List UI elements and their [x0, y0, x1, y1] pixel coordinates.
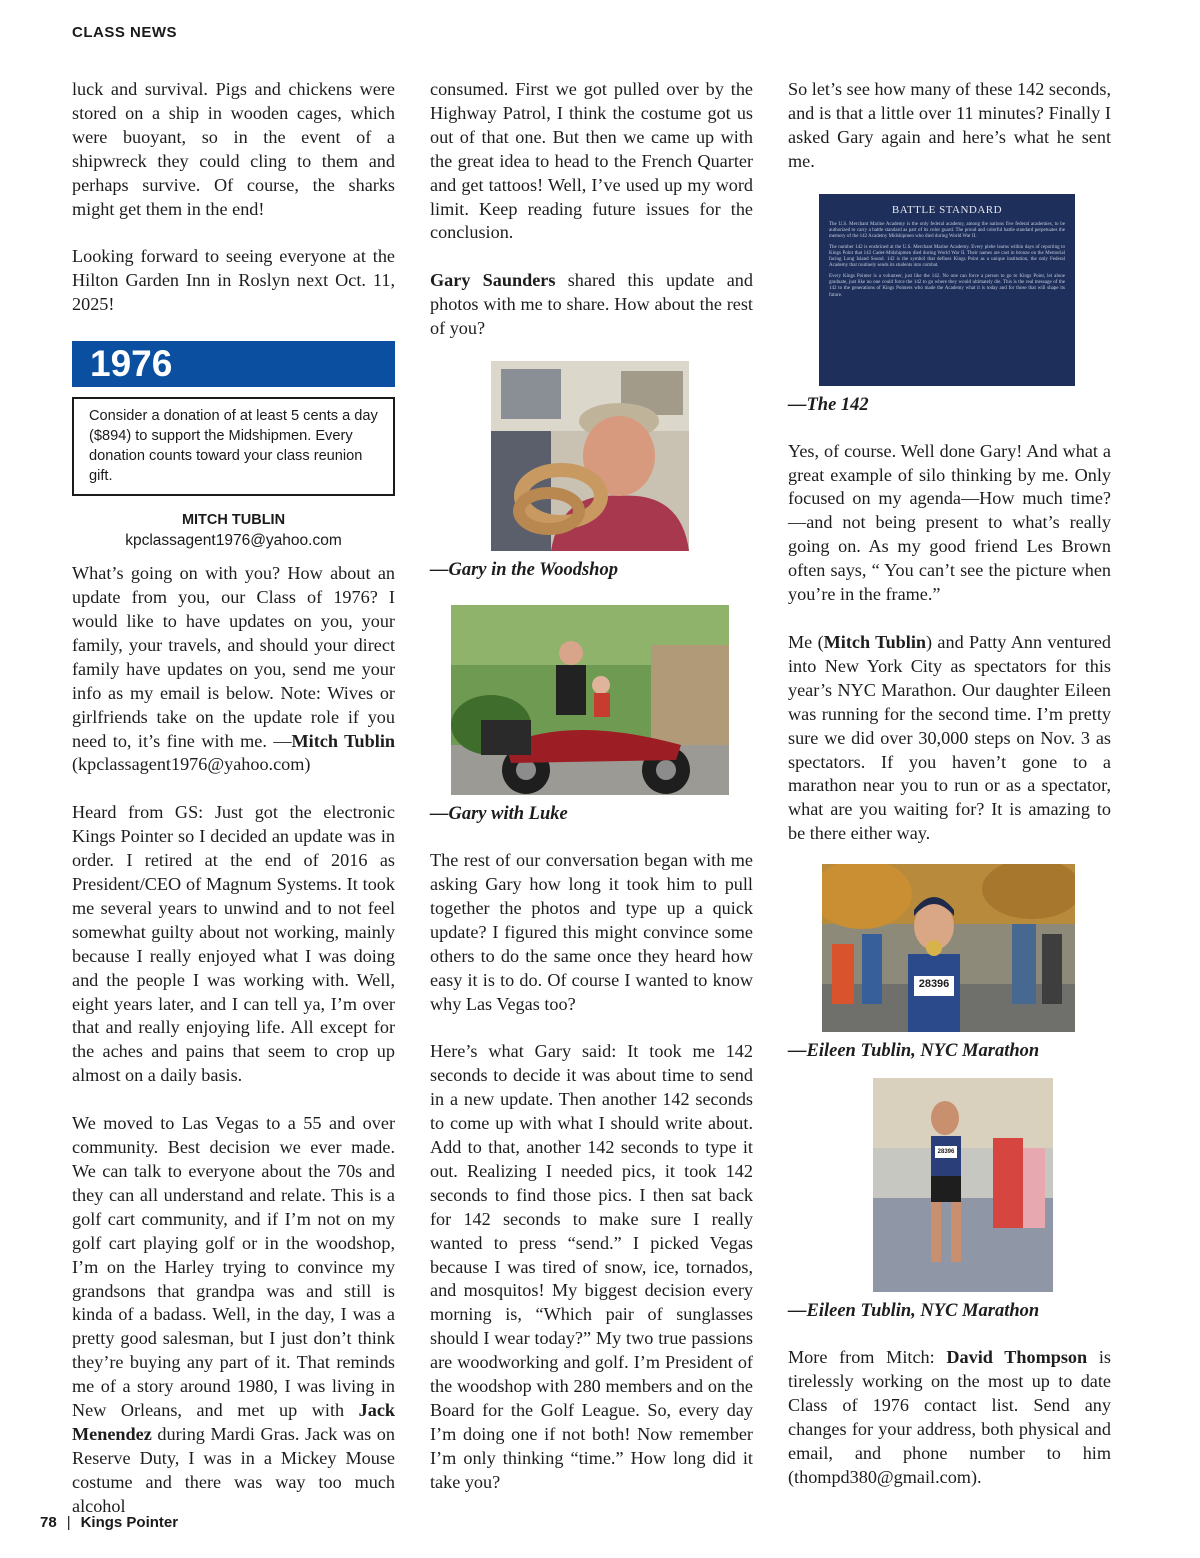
bold-name: Mitch Tublin: [823, 631, 927, 652]
plaque-text: [829, 222, 1065, 299]
article-paragraph: [788, 1346, 1111, 1489]
text-run: is tirelessly working on the most up to date Class of 1976 contact list. Send any changes for your address, both physical and email, and phone number to him (thompd380@gmail.com).: [788, 1347, 1111, 1487]
bold-name: Mitch Tublin: [291, 730, 396, 751]
photo-caption: —Gary in the Woodshop: [430, 560, 618, 581]
photo-eileen-marathon-2: [873, 1078, 1053, 1292]
section-header: CLASS NEWS: [72, 24, 178, 41]
article-paragraph: consumed. First we got pulled over by the Highway Patrol, I think the costume got us out of that one. But then we came up with the great idea to head to the French Quarter and get tattoos! Well, I’ve used up my word limit. Keep reading future issues for the conclusion.: [430, 79, 753, 243]
article-paragraph: [788, 631, 1111, 846]
article-paragraph: [72, 562, 395, 777]
plaque-paragraph: The number 142 is enshrined at the U.S. Merchant Marine Academy. Every plebe learns within days of reporting to Kings Point that 142 Cadet-Midshipmen died during World War II. Their names are cast in bronze on the Memorial facing Long Island Sound. 142 is the symbol that defines Kings Point as a unique institution, the only Federal Academy that routinely sends its students into combat.: [829, 244, 1065, 269]
column-1: [72, 78, 395, 1519]
footer-separator: |: [66, 1514, 71, 1531]
photo-caption: —Eileen Tublin, NYC Marathon: [788, 1041, 1040, 1062]
text-run: What’s going on with you? How about an update from you, our Class of 1976? I would like to have updates on you, your family, your travels, and should your direct family have updates on you, send me your info as my email is below. Note: Wives or girlfriends take on the update role if you need to, it’s fine with me. —: [72, 563, 395, 751]
photo-gary-woodshop: [491, 361, 689, 551]
photo-caption: —Eileen Tublin, NYC Marathon: [788, 1301, 1040, 1322]
column-3: [788, 78, 1111, 1490]
text-run: We moved to Las Vegas to a 55 and over community. Best decision we ever made. We can talk to everyone about the 70s and they can all understand and relate. This is a golf cart community, and if I’m not on my golf cart playing golf or in the woodshop, I’m on the Harley trying to convince my grandsons that grandpa was and still is kinda of a badass. Well, in the day, I was a pretty good salesman, but I just don’t think they’re buying any part of it. That reminds me of a story around 1980, I was living in New Orleans, and met up with: [72, 1113, 395, 1421]
article-paragraph: [430, 269, 753, 341]
donation-notice: Consider a donation of at least 5 cents a day ($894) to support the Midshipmen. Every donation counts toward your class reunion gift.: [72, 397, 395, 496]
text-run: ) and Patty Ann ventured into New York City as spectators for this year’s NYC Marathon. Our daughter Eileen was running for the second time. I’m pretty sure we did over 30,000 steps on Nov. 3 as spectators. If you haven’t gone to a marathon near you to run or as a spectator, what are you waiting for? It is amazing to be there either way.: [788, 631, 1112, 844]
text-run: during Mardi Gras. Jack was on Reserve Duty, I was in a Mickey Mouse costume and there was way too much alcohol: [72, 1423, 395, 1516]
article-paragraph: So let’s see how many of these 142 seconds, and is that a little over 11 minutes? Finally I asked Gary again and here’s what he sent me.: [788, 79, 1111, 171]
bold-name: Jack Menendez: [72, 1400, 395, 1444]
photo-caption: —Gary with Luke: [430, 804, 568, 825]
page-number: 78: [40, 1514, 57, 1531]
plaque-paragraph: Every Kings Pointer is a volunteer, just like the 142. No one can force a person to go to Kings Point, let alone graduate, just like no one could force the 142 to go where they would ultimately die. This is the real message of the 142 to the generations of Kings Pointers who made the Academy what it is today and for those that will shape its future.: [829, 273, 1065, 298]
article-paragraph: Here’s what Gary said: It took me 142 seconds to decide it was about time to send in a new update. Then another 142 seconds to come up with what I should write about. Add to that, another 142 seconds to type it out. Realizing I needed pics, it took 142 seconds to find those pics. I then sat back for 142 seconds to make sure I really wanted to press “send.” I picked Vegas because I was tired of snow, ice, tornados, and mosquitos! My biggest decision every morning is, “Which pair of sunglasses should I wear today?” My two true passions are woodworking and golf. I’m President of the woodshop with 280 members and on the Board for the Golf League. So, every day I’m doing one if not both! Now remember I’m only thinking “time.” How long did it take you?: [430, 1041, 753, 1492]
photo-caption: —The 142: [788, 394, 869, 415]
text-run: Me (: [788, 631, 824, 652]
article-paragraph: Looking forward to seeing everyone at the Hilton Garden Inn in Roslyn next Oct. 11, 2025!: [72, 246, 395, 315]
photo-eileen-marathon-1: [822, 864, 1075, 1032]
plaque-title: BATTLE STANDARD: [891, 203, 1003, 216]
correspondent-email[interactable]: kpclassagent1976@yahoo.com: [125, 532, 342, 550]
class-correspondent: [72, 510, 395, 552]
article-paragraph: The rest of our conversation began with me asking Gary how long it took him to pull together the photos and type up a quick update? I figured this might convince some others to do the same once they heard how easy it is to do. Of course I wanted to know why Las Vegas too?: [430, 850, 753, 1014]
text-run: shared this update and photos with me to share. How about the rest of you?: [430, 270, 753, 339]
text-run: (kpclassagent1976@yahoo.com): [72, 754, 311, 775]
column-2: [430, 78, 753, 1495]
article-paragraph: Heard from GS: Just got the electronic Kings Pointer so I decided an update was in order. I retired at the end of 2016 as President/CEO of Magnum Systems. It took me several years to unwind and to not feel somewhat guilty about not working, mainly because I really enjoyed what I was doing and the people I was working with. Well, eight years later, and I can tell ya, I’m over that and really enjoying life. All except for the aches and pains that seem to crop up almost on a daily basis.: [72, 802, 395, 1086]
race-bib-number: 28396: [937, 1149, 955, 1156]
article-paragraph: Yes, of course. Well done Gary! And what a great example of silo thinking by me. Only focused on my agenda—How much time?—and not being present to what’s really going on. As my good friend Les Brown often says, “ You can’t see the picture when you’re in the frame.”: [788, 440, 1111, 605]
article-paragraph: luck and survival. Pigs and chickens were stored on a ship in wooden cages, which were buoyant, so in the event of a shipwreck they could cling to them and perhaps survive. Of course, the sharks might get them in the end!: [72, 79, 395, 219]
race-bib-number: 28396: [918, 978, 950, 991]
text-run: More from Mitch:: [788, 1347, 947, 1368]
photo-gary-with-luke: [451, 605, 729, 795]
photo-battle-standard-plaque: [819, 194, 1075, 386]
class-year-banner: 1976: [72, 341, 395, 387]
page-footer: [40, 1514, 178, 1531]
correspondent-name: MITCH TUBLIN: [181, 512, 286, 529]
bold-name: David Thompson: [946, 1347, 1088, 1368]
plaque-paragraph: The U.S. Merchant Marine Academy is the only federal academy, among the nations five federal academies, to be authorized to carry a battle standard as part of its color guard. The proud and colorful battle standard perpetuates the memory of the 142 Academy Midshipmen who died during World War II.: [829, 221, 1065, 240]
publication-name: Kings Pointer: [80, 1514, 179, 1531]
article-paragraph: [72, 1112, 395, 1518]
bold-name: Gary Saunders: [430, 270, 556, 291]
